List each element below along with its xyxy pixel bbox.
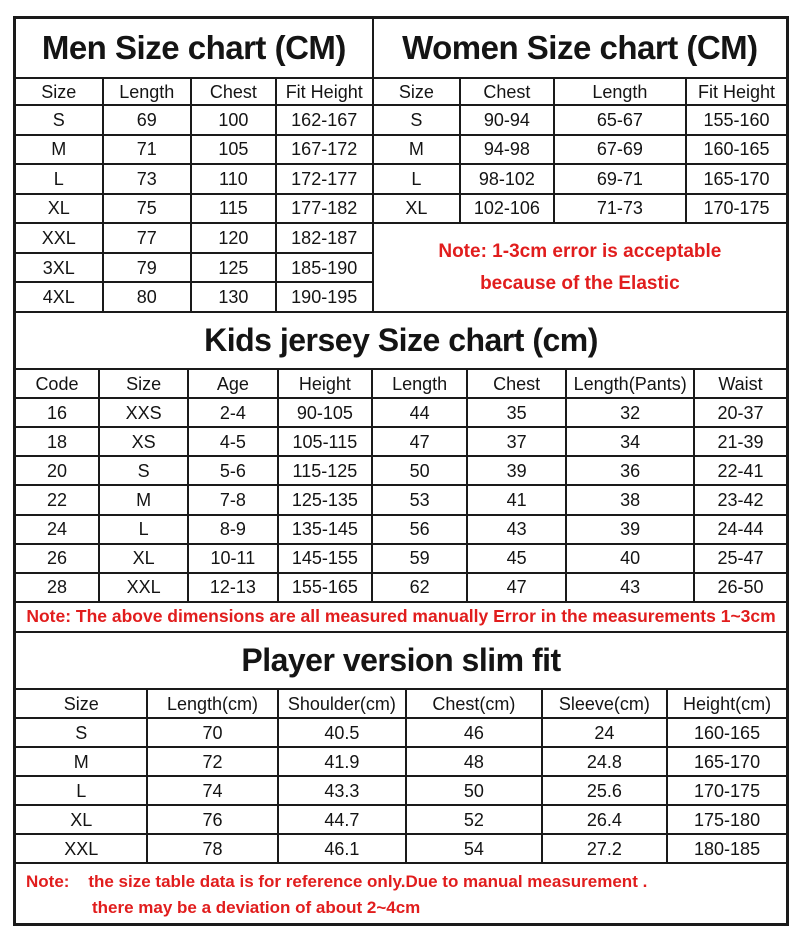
table-cell: 2-4 [189, 399, 278, 428]
table-cell: 135-145 [279, 516, 374, 545]
column-header: Chest(cm) [407, 690, 543, 719]
table-cell: 44.7 [279, 806, 408, 835]
table-cell: 25-47 [695, 545, 786, 574]
table-row [374, 106, 786, 136]
column-header: Chest [461, 79, 555, 106]
table-cell: 145-155 [279, 545, 374, 574]
column-header: Fit Height [277, 79, 372, 106]
table-cell: 130 [192, 283, 277, 313]
table-row [16, 254, 372, 284]
table-cell: 23-42 [695, 486, 786, 515]
table-cell: 115 [192, 195, 277, 225]
table-cell: 26 [16, 545, 100, 574]
table-cell: M [16, 136, 104, 166]
table-row [374, 165, 786, 195]
table-cell: 20-37 [695, 399, 786, 428]
table-row [16, 224, 372, 254]
kids-measurement-note: Note: The above dimensions are all measured manually Error in the measurements 1~3cm [16, 603, 786, 633]
table-cell: 12-13 [189, 574, 278, 603]
table-cell: 155-165 [279, 574, 374, 603]
table-cell: 80 [104, 283, 193, 313]
table-row [16, 399, 786, 428]
table-cell: 72 [148, 748, 278, 777]
table-cell: 170-175 [668, 777, 786, 806]
table-cell: 69 [104, 106, 193, 136]
table-cell: 62 [373, 574, 468, 603]
table-cell: 177-182 [277, 195, 372, 225]
women-table-body [374, 106, 786, 224]
table-cell: 40.5 [279, 719, 408, 748]
table-cell: 3XL [16, 254, 104, 284]
kids-section [16, 313, 786, 633]
table-row [16, 195, 372, 225]
table-cell: XXS [100, 399, 189, 428]
table-cell: 43 [468, 516, 567, 545]
table-cell: M [100, 486, 189, 515]
table-row [16, 428, 786, 457]
table-cell: XXL [16, 835, 148, 864]
column-header: Height [279, 370, 374, 399]
table-cell: 167-172 [277, 136, 372, 166]
table-cell: 21-39 [695, 428, 786, 457]
kids-header-row [16, 370, 786, 399]
table-cell: 46 [407, 719, 543, 748]
table-cell: 79 [104, 254, 193, 284]
table-cell: 160-165 [687, 136, 786, 166]
table-cell: 47 [468, 574, 567, 603]
table-cell: 24-44 [695, 516, 786, 545]
table-cell: 47 [373, 428, 468, 457]
table-cell: 56 [373, 516, 468, 545]
table-cell: 94-98 [461, 136, 555, 166]
table-cell: 120 [192, 224, 277, 254]
column-header: Height(cm) [668, 690, 786, 719]
table-cell: XS [100, 428, 189, 457]
table-cell: 41.9 [279, 748, 408, 777]
table-cell: 165-170 [687, 165, 786, 195]
women-size-table [372, 19, 786, 313]
table-row [16, 719, 786, 748]
note-line: there may be a deviation of about 2~4cm [92, 898, 421, 918]
table-row [374, 195, 786, 225]
table-cell: 170-175 [687, 195, 786, 225]
table-cell: 41 [468, 486, 567, 515]
table-cell: XL [100, 545, 189, 574]
table-cell: 16 [16, 399, 100, 428]
table-cell: 4-5 [189, 428, 278, 457]
column-header: Waist [695, 370, 786, 399]
table-cell: 125-135 [279, 486, 374, 515]
player-table-body [16, 719, 786, 864]
table-cell: XXL [100, 574, 189, 603]
table-cell: 162-167 [277, 106, 372, 136]
table-cell: 160-165 [668, 719, 786, 748]
table-row [16, 748, 786, 777]
table-cell: 75 [104, 195, 193, 225]
column-header: Shoulder(cm) [279, 690, 408, 719]
table-cell: 76 [148, 806, 278, 835]
table-row [16, 516, 786, 545]
top-section [16, 19, 786, 313]
table-cell: 22-41 [695, 457, 786, 486]
table-row [374, 136, 786, 166]
table-cell: M [16, 748, 148, 777]
column-header: Length [373, 370, 468, 399]
table-cell: 10-11 [189, 545, 278, 574]
table-row [16, 136, 372, 166]
table-cell: 74 [148, 777, 278, 806]
table-cell: 26-50 [695, 574, 786, 603]
table-cell: 7-8 [189, 486, 278, 515]
size-chart-sheet [13, 16, 789, 926]
table-cell: 39 [468, 457, 567, 486]
player-reference-note [16, 864, 786, 923]
kids-size-chart-title: Kids jersey Size chart (cm) [16, 313, 786, 370]
table-row [16, 165, 372, 195]
column-header: Size [374, 79, 461, 106]
table-cell: 185-190 [277, 254, 372, 284]
table-cell: 105-115 [279, 428, 374, 457]
table-row [16, 835, 786, 864]
table-cell: 182-187 [277, 224, 372, 254]
men-header-row [16, 79, 372, 106]
column-header: Chest [192, 79, 277, 106]
table-cell: 26.4 [543, 806, 669, 835]
table-cell: S [16, 106, 104, 136]
table-cell: 71 [104, 136, 193, 166]
table-cell: 71-73 [555, 195, 687, 225]
table-cell: 73 [104, 165, 193, 195]
kids-table-body [16, 399, 786, 603]
column-header: Length [555, 79, 687, 106]
table-cell: 50 [373, 457, 468, 486]
table-cell: L [16, 165, 104, 195]
table-cell: XL [374, 195, 461, 225]
table-cell: 24 [16, 516, 100, 545]
table-cell: 77 [104, 224, 193, 254]
table-cell: XL [16, 195, 104, 225]
table-row [16, 545, 786, 574]
table-cell: 5-6 [189, 457, 278, 486]
table-cell: 4XL [16, 283, 104, 313]
table-cell: 36 [567, 457, 695, 486]
player-version-title: Player version slim fit [16, 633, 786, 690]
table-cell: 28 [16, 574, 100, 603]
table-cell: 45 [468, 545, 567, 574]
women-size-chart-title: Women Size chart (CM) [374, 19, 786, 79]
table-cell: XL [16, 806, 148, 835]
table-cell: 50 [407, 777, 543, 806]
table-row [16, 806, 786, 835]
table-cell: 39 [567, 516, 695, 545]
table-cell: 115-125 [279, 457, 374, 486]
table-cell: M [374, 136, 461, 166]
table-cell: 40 [567, 545, 695, 574]
column-header: Sleeve(cm) [543, 690, 669, 719]
table-cell: 43.3 [279, 777, 408, 806]
table-cell: 65-67 [555, 106, 687, 136]
table-cell: 180-185 [668, 835, 786, 864]
table-cell: 90-105 [279, 399, 374, 428]
table-cell: 34 [567, 428, 695, 457]
table-cell: 22 [16, 486, 100, 515]
table-cell: 25.6 [543, 777, 669, 806]
table-cell: 155-160 [687, 106, 786, 136]
table-cell: L [374, 165, 461, 195]
column-header: Size [16, 690, 148, 719]
column-header: Length [104, 79, 193, 106]
table-cell: 70 [148, 719, 278, 748]
table-cell: 53 [373, 486, 468, 515]
men-table-body [16, 106, 372, 313]
table-cell: 105 [192, 136, 277, 166]
women-elastic-note: Note: 1-3cm error is acceptable because of the Elastic [374, 224, 786, 313]
table-cell: 46.1 [279, 835, 408, 864]
table-cell: 165-170 [668, 748, 786, 777]
table-cell: 110 [192, 165, 277, 195]
column-header: Age [189, 370, 278, 399]
table-cell: XXL [16, 224, 104, 254]
table-cell: 52 [407, 806, 543, 835]
table-cell: S [16, 719, 148, 748]
note-line: Note: the size table data is for reference only.Due to manual measurement . [26, 872, 648, 891]
table-cell: 172-177 [277, 165, 372, 195]
column-header: Chest [468, 370, 567, 399]
table-cell: 43 [567, 574, 695, 603]
player-section [16, 633, 786, 923]
table-cell: 102-106 [461, 195, 555, 225]
table-row [16, 457, 786, 486]
men-size-table [16, 19, 372, 313]
column-header: Fit Height [687, 79, 786, 106]
table-cell: 98-102 [461, 165, 555, 195]
table-cell: 27.2 [543, 835, 669, 864]
table-cell: 67-69 [555, 136, 687, 166]
table-cell: 24.8 [543, 748, 669, 777]
table-cell: L [100, 516, 189, 545]
table-cell: 18 [16, 428, 100, 457]
table-cell: S [100, 457, 189, 486]
table-cell: S [374, 106, 461, 136]
table-cell: 69-71 [555, 165, 687, 195]
table-cell: 125 [192, 254, 277, 284]
table-cell: 175-180 [668, 806, 786, 835]
table-cell: 54 [407, 835, 543, 864]
column-header: Length(cm) [148, 690, 278, 719]
column-header: Code [16, 370, 100, 399]
women-header-row [374, 79, 786, 106]
table-cell: 90-94 [461, 106, 555, 136]
table-cell: 35 [468, 399, 567, 428]
table-row [16, 486, 786, 515]
column-header: Length(Pants) [567, 370, 695, 399]
table-cell: 32 [567, 399, 695, 428]
table-row [16, 106, 372, 136]
table-cell: 20 [16, 457, 100, 486]
table-cell: 100 [192, 106, 277, 136]
table-row [16, 283, 372, 313]
table-cell: 44 [373, 399, 468, 428]
table-row [16, 574, 786, 603]
table-row [16, 777, 786, 806]
table-cell: 38 [567, 486, 695, 515]
column-header: Size [16, 79, 104, 106]
table-cell: 78 [148, 835, 278, 864]
men-size-chart-title: Men Size chart (CM) [16, 19, 372, 79]
column-header: Size [100, 370, 189, 399]
table-cell: 37 [468, 428, 567, 457]
table-cell: 190-195 [277, 283, 372, 313]
table-cell: 59 [373, 545, 468, 574]
table-cell: L [16, 777, 148, 806]
table-cell: 48 [407, 748, 543, 777]
table-cell: 8-9 [189, 516, 278, 545]
table-cell: 24 [543, 719, 669, 748]
player-header-row [16, 690, 786, 719]
